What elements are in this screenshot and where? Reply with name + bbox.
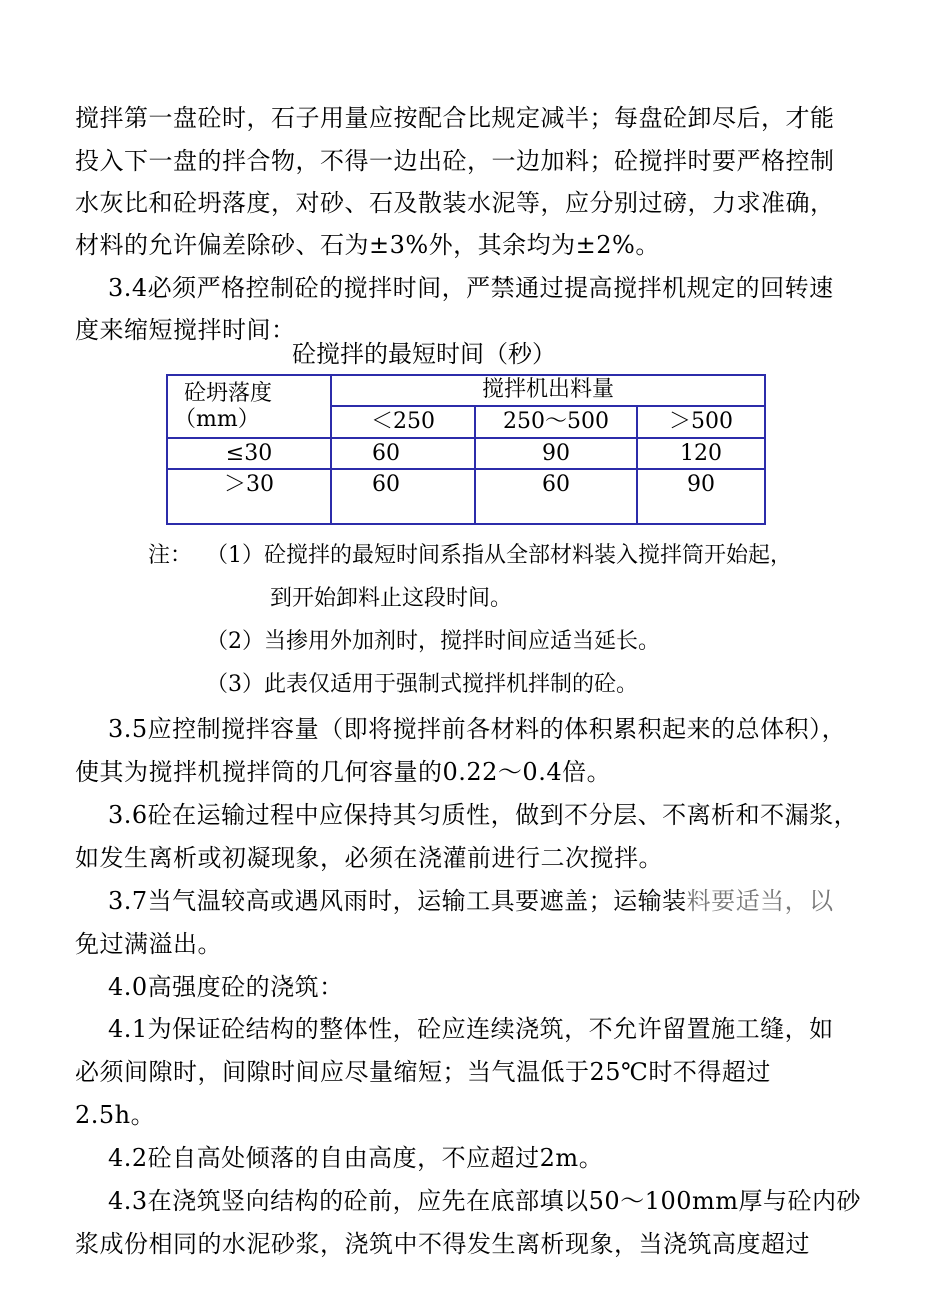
section-4-1-line: 4.1为保证砼结构的整体性，砼应连续浇筑，不允许留置施工缝，如 xyxy=(108,1015,834,1043)
column-header: 250～500 xyxy=(475,406,637,439)
paragraph-line: 搅拌第一盘砼时，石子用量应按配合比规定减半；每盘砼卸尽后，才能 xyxy=(75,104,835,132)
note-2: （2）当掺用外加剂时，搅拌时间应适当延长。 xyxy=(206,629,660,654)
row-header-unit: （mm） xyxy=(174,406,260,432)
section-4-2-line: 4.2砼自高处倾落的自由高度，不应超过2m。 xyxy=(108,1144,604,1172)
section-3-4-line: 度来缩短搅拌时间： xyxy=(75,316,296,344)
section-3-7-text: 3.7当气温较高或遇风雨时，运输工具要遮盖；运输装 xyxy=(108,887,687,915)
table-row xyxy=(167,469,765,524)
table-cell: 60 xyxy=(331,469,475,524)
paragraph-line: 投入下一盘的拌合物，不得一边出砼，一边加料；砼搅拌时要严格控制 xyxy=(75,147,835,175)
note-prefix: 注： xyxy=(148,543,193,568)
section-3-6-line: 如发生离析或初凝现象，必须在浇灌前进行二次搅拌。 xyxy=(75,844,663,872)
column-header: ＜250 xyxy=(331,406,475,439)
section-3-5-line: 3.5应控制搅拌容量（即将搅拌前各材料的体积累积起来的总体积）， xyxy=(108,715,847,743)
table-row xyxy=(167,438,765,469)
table-cell: 120 xyxy=(637,438,765,469)
column-header: ＞500 xyxy=(637,406,765,439)
section-4-1-line: 必须间隙时，间隙时间应尽量缩短；当气温低于25℃时不得超过 xyxy=(75,1058,771,1086)
section-4-0-heading: 4.0高强度砼的浇筑： xyxy=(108,973,344,1001)
row-label: ＞30 xyxy=(167,469,331,524)
group-header: 搅拌机出料量 xyxy=(331,375,765,406)
note-1-continued: 到开始卸料止这段时间。 xyxy=(270,586,513,611)
table-cell: 60 xyxy=(331,438,475,469)
table-caption: 砼搅拌的最短时间（秒） xyxy=(292,340,556,368)
section-3-7-line xyxy=(108,885,834,917)
section-4-3-line: 4.3在浇筑竖向结构的砼前，应先在底部填以50～100mm厚与砼内砂 xyxy=(108,1187,862,1215)
note-3: （3）此表仅适用于强制式搅拌机拌制的砼。 xyxy=(206,672,638,697)
paragraph-line: 材料的允许偏差除砂、石为±3%外，其余均为±2%。 xyxy=(75,231,660,259)
section-4-1-line: 2.5h。 xyxy=(75,1101,156,1129)
mixing-time-table xyxy=(166,374,766,525)
section-3-4-line: 3.4必须严格控制砼的搅拌时间，严禁通过提高搅拌机规定的回转速 xyxy=(108,274,834,302)
table-cell: 90 xyxy=(637,469,765,524)
row-header-cell xyxy=(167,375,331,438)
section-3-5-line: 使其为搅拌机搅拌筒的几何容量的0.22～0.4倍。 xyxy=(75,758,612,786)
table-cell: 60 xyxy=(475,469,637,524)
table-cell: 90 xyxy=(475,438,637,469)
row-header-label: 砼坍落度 xyxy=(184,380,273,406)
section-4-3-line: 浆成份相同的水泥砂浆，浇筑中不得发生离析现象，当浇筑高度超过 xyxy=(75,1230,810,1258)
section-3-7-garbled-text: 料要适当，以 xyxy=(686,887,834,915)
section-3-6-line: 3.6砼在运输过程中应保持其匀质性，做到不分层、不离析和不漏浆， xyxy=(108,801,859,829)
note-1: （1）砼搅拌的最短时间系指从全部材料装入搅拌筒开始起， xyxy=(206,543,792,568)
section-3-7-line: 免过满溢出。 xyxy=(75,930,222,958)
row-label: ≤30 xyxy=(167,438,331,469)
paragraph-line: 水灰比和砼坍落度，对砂、石及散装水泥等，应分别过磅，力求准确， xyxy=(75,189,835,217)
